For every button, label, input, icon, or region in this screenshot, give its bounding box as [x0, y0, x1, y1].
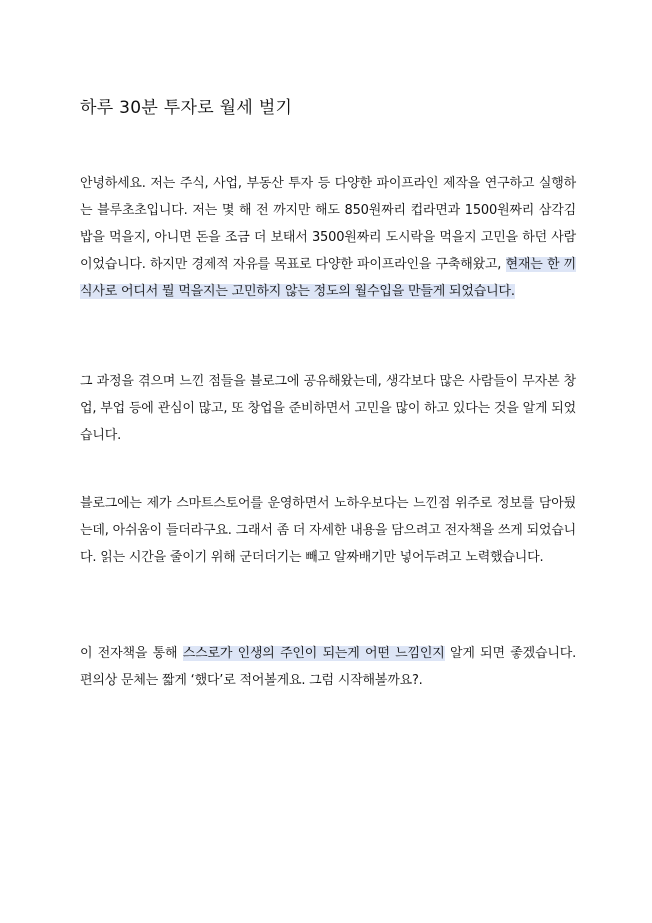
paragraph-closing-text: 이 전자책을 통해	[80, 646, 183, 661]
document-title: 하루 30분 투자로 월세 벌기	[80, 98, 293, 118]
paragraph-intro	[80, 170, 576, 305]
highlighted-text: 현재는 한 끼 식사로 어디서 뭘 먹을지는 고민하지 않는 정도의 월수입을 만들게 되었습니다.	[80, 257, 577, 299]
paragraph-closing-text-end: 알게 되면 좋겠습니다. 편의상 문체는 짧게 ‘했다’로 적어볼게요. 그럼 시작해볼까요?.	[80, 646, 576, 688]
highlighted-text: 스스로가 인생의 주인이 되는게 어떤 느낌인지	[182, 646, 445, 661]
paragraph-blog	[80, 368, 576, 449]
paragraph-intro-text: 안녕하세요. 저는 주식, 사업, 부동산 투자 등 다양한 파이프라인 제작을 연구하고 실행하는 블루초초입니다. 저는 몇 해 전 까지만 해도 850원짜리 컵라면과 1500원짜리 삼각김밥을 먹을지, 아니면 돈을 조금 더 보태서 3500원짜리 도시락을 먹을지 고민을 하던 사람이었습니다. 하지만 경제적 자유를 목표로 다양한 파이프라인을 구축해왔고,	[80, 176, 576, 272]
paragraph-closing	[80, 640, 576, 694]
paragraph-blog-text: 그 과정을 겪으며 느낀 점들을 블로그에 공유해왔는데, 생각보다 많은 사람들이 무자본 창업, 부업 등에 관심이 많고, 또 창업을 준비하면서 고민을 많이 하고 있다는 것을 알게 되었습니다.	[80, 374, 576, 443]
paragraph-ebook	[80, 490, 576, 571]
paragraph-ebook-text: 블로그에는 제가 스마트스토어를 운영하면서 노하우보다는 느낀점 위주로 정보를 담아뒀는데, 아쉬움이 들더라구요. 그래서 좀 더 자세한 내용을 담으려고 전자책을 쓰게 되었습니다. 읽는 시간을 줄이기 위해 군더더기는 빼고 알짜배기만 넣어두려고 노력했습니다.	[80, 496, 577, 565]
